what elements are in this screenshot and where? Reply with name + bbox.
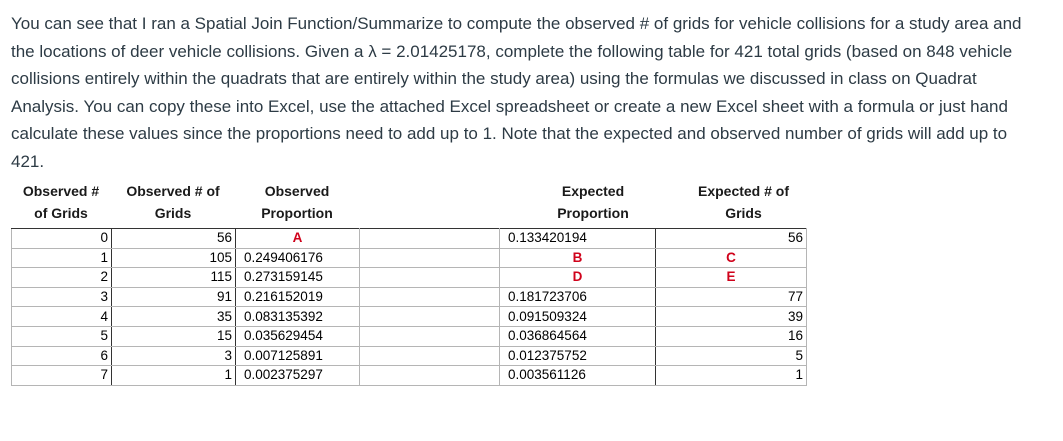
cell-observed-grids: 105 [112,248,236,268]
cell-expected-proportion: 0.181723706 [500,287,656,307]
cell-observed-count: 1 [12,248,112,268]
cell-observed-proportion: 0.249406176 [236,248,360,268]
paragraph-line: You can see that I ran a Spatial Join Function/Summarize to compute the observed # of grids for vehicle collisions for a study area and [11,14,1022,33]
cell-observed-count: 0 [12,229,112,249]
cell-observed-grids: 3 [112,346,236,366]
cell-empty [360,229,500,249]
cell-empty [360,307,500,327]
cell-expected-proportion: B [500,248,656,268]
cell-observed-proportion: 0.007125891 [236,346,360,366]
header-expected-grids: Expected # of Grids [697,183,790,221]
table-row [12,248,807,268]
paragraph-line: Analysis. You can copy these into Excel, use the attached Excel spreadsheet or create a new Excel sheet with a formula or just hand [11,96,1008,116]
cell-observed-count: 3 [12,287,112,307]
cell-observed-proportion: 0.035629454 [236,326,360,346]
table-row [12,326,807,346]
paragraph-line: 421. [11,151,45,171]
cell-observed-proportion: 0.216152019 [236,287,360,307]
cell-expected-proportion: 0.091509324 [500,307,656,327]
cell-observed-proportion: 0.273159145 [236,268,360,288]
table-row [12,307,807,327]
cell-observed-proportion: A [236,229,360,249]
cell-empty [360,346,500,366]
cell-observed-count: 6 [12,346,112,366]
quadrat-table [11,180,806,414]
cell-observed-grids: 91 [112,287,236,307]
cell-empty [360,268,500,288]
cell-expected-proportion: 0.012375752 [500,346,656,366]
cell-expected-grids: 56 [656,229,807,249]
cell-expected-grids: 16 [656,326,807,346]
cell-observed-grids: 35 [112,307,236,327]
header-observed-count: Observed # of Grids [22,183,100,221]
header-observed-proportion: Observed Proportion [261,183,333,221]
data-grid [11,228,807,386]
cell-expected-grids: 5 [656,346,807,366]
cell-empty [360,326,500,346]
cell-observed-grids: 15 [112,326,236,346]
cell-expected-proportion: 0.133420194 [500,229,656,249]
cell-empty [360,287,500,307]
cell-empty [360,248,500,268]
cell-observed-proportion: 0.002375297 [236,366,360,386]
paragraph-line: the locations of deer vehicle collisions. Given a λ = 2.01425178, complete the following table for 421 total grids (based on 848 vehicle [11,41,1013,61]
cell-observed-grids: 56 [112,229,236,249]
cell-observed-grids: 115 [112,268,236,288]
table-row [12,287,807,307]
cell-expected-grids: 1 [656,366,807,386]
cell-observed-count: 2 [12,268,112,288]
cell-expected-proportion: 0.003561126 [500,366,656,386]
cell-observed-count: 7 [12,366,112,386]
cell-observed-grids: 1 [112,366,236,386]
table-row [12,366,807,386]
table-row [12,346,807,366]
table-row [12,268,807,288]
table-row [12,229,807,249]
cell-observed-count: 4 [12,307,112,327]
cell-empty [360,366,500,386]
paragraph-line: calculate these values since the proportions need to add up to 1. Note that the expected and observed number of grids will add up to [11,124,1008,143]
cell-expected-proportion: D [500,268,656,288]
cell-expected-grids: C [656,248,807,268]
paragraph-line: collisions entirely within the quadrats that are entirely within the study area) using the formulas we discussed in class on Quadrat [11,69,977,88]
cell-observed-count: 5 [12,326,112,346]
cell-expected-grids: 77 [656,287,807,307]
cell-observed-proportion: 0.083135392 [236,307,360,327]
header-expected-proportion: Expected Proportion [557,183,629,221]
cell-expected-proportion: 0.036864564 [500,326,656,346]
cell-expected-grids: 39 [656,307,807,327]
header-observed-grids: Observed # of Grids [126,183,220,221]
cell-expected-grids: E [656,268,807,288]
instructions-paragraph [11,10,1061,175]
